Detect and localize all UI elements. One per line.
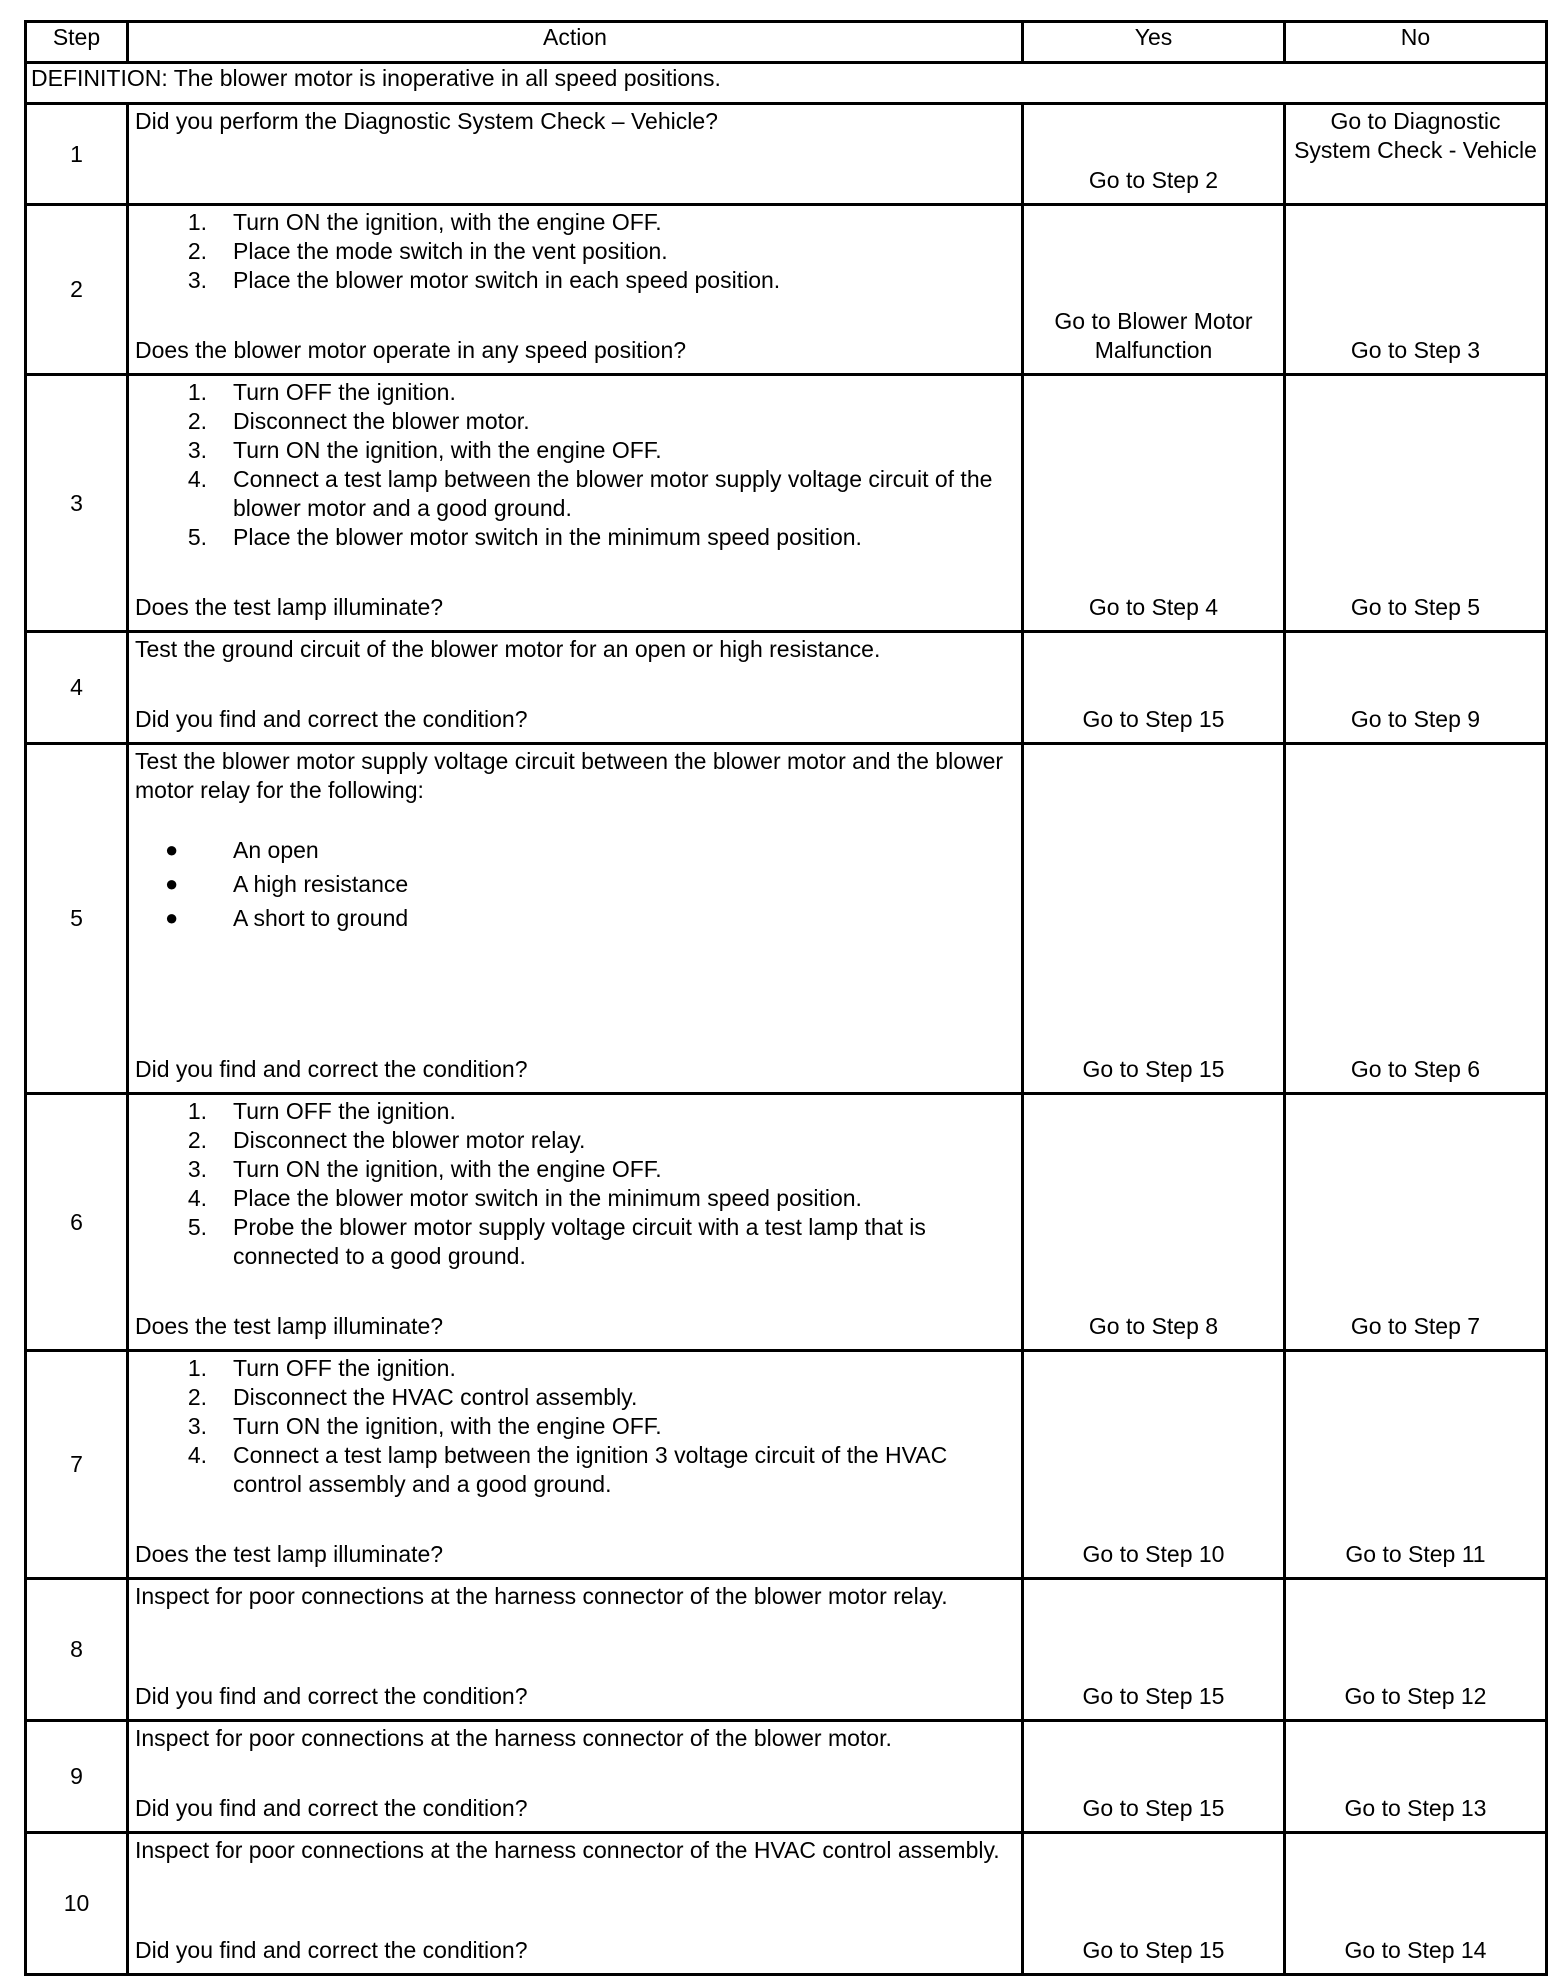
action-instruction: Test the blower motor supply voltage circuit between the blower motor and the blower motor relay for the following: [135, 748, 1004, 803]
answer-no-cell [1285, 375, 1547, 632]
table-row [26, 1351, 1547, 1579]
action-content [129, 1095, 1021, 1343]
step-number: 2 [26, 205, 128, 375]
procedure-item-text: Disconnect the blower motor. [233, 408, 530, 434]
action-question: Does the blower motor operate in any speed position? [135, 337, 687, 363]
action-instruction: Did you perform the Diagnostic System Check – Vehicle? [135, 108, 718, 134]
table-row [26, 104, 1547, 205]
step-number: 8 [26, 1579, 128, 1721]
action-cell [128, 1351, 1023, 1579]
procedure-item-text: Place the blower motor switch in the minimum speed position. [233, 524, 862, 550]
action-cell [128, 632, 1023, 744]
spacer [135, 1499, 1015, 1540]
procedure-item [135, 1412, 1015, 1441]
procedure-item [135, 1155, 1015, 1184]
answer-no-content [1286, 1352, 1545, 1571]
answer-no-content [1286, 1834, 1545, 1967]
action-instruction: Inspect for poor connections at the harness connector of the blower motor. [135, 1725, 892, 1751]
answer-no-content [1286, 105, 1545, 197]
procedure-item-text: Disconnect the HVAC control assembly. [233, 1384, 638, 1410]
answer-yes-cell [1023, 104, 1285, 205]
condition-item [135, 901, 1015, 935]
answer-no-link[interactable]: Go to Step 3 [1350, 337, 1481, 363]
answer-yes-link[interactable]: Go to Step 15 [1082, 1795, 1225, 1821]
answer-yes-content [1024, 745, 1283, 1086]
action-content [129, 206, 1021, 367]
action-question: Did you find and correct the condition? [135, 706, 528, 732]
header-no: No [1285, 22, 1547, 63]
procedure-list [135, 1097, 1015, 1271]
bullet-icon: ● [165, 905, 179, 930]
procedure-item-number: 2. [187, 1384, 207, 1410]
procedure-list [135, 1354, 1015, 1499]
procedure-item-text: Place the blower motor switch in the minimum speed position. [233, 1185, 862, 1211]
answer-no-content [1286, 206, 1545, 367]
procedure-item-number: 2. [187, 408, 207, 434]
action-content [129, 105, 1021, 197]
answer-yes-cell [1023, 744, 1285, 1094]
answer-yes-content [1024, 1352, 1283, 1571]
procedure-item [135, 1097, 1015, 1126]
answer-no-link[interactable]: Go to Step 9 [1350, 706, 1481, 732]
answer-no-link[interactable]: Go to Step 14 [1344, 1937, 1487, 1963]
answer-yes-content [1024, 633, 1283, 736]
procedure-item-number: 2. [187, 1127, 207, 1153]
action-cell [128, 744, 1023, 1094]
answer-no-link[interactable]: Go to Diagnostic System Check - Vehicle [1294, 108, 1537, 163]
procedure-item-text: Turn OFF the ignition. [233, 1098, 456, 1124]
procedure-item-number: 4. [187, 1442, 207, 1468]
procedure-item-number: 4. [187, 1185, 207, 1211]
procedure-item-number: 4. [187, 466, 207, 492]
definition-row [26, 63, 1547, 104]
bullet-icon: ● [165, 837, 179, 862]
spacer [135, 1611, 1015, 1682]
action-cell [128, 375, 1023, 632]
procedure-item-number: 1. [187, 1098, 207, 1124]
table-row [26, 1094, 1547, 1351]
action-instruction: Test the ground circuit of the blower motor for an open or high resistance. [135, 636, 881, 662]
procedure-item-text: Turn ON the ignition, with the engine OFF. [233, 209, 662, 235]
procedure-item [135, 436, 1015, 465]
procedure-item-number: 1. [187, 1355, 207, 1381]
action-question: Does the test lamp illuminate? [135, 1313, 444, 1339]
table-row [26, 1721, 1547, 1833]
condition-item [135, 833, 1015, 867]
answer-yes-cell [1023, 1094, 1285, 1351]
condition-text: An open [233, 837, 319, 863]
procedure-item [135, 237, 1015, 266]
answer-no-content [1286, 745, 1545, 1086]
action-content [129, 376, 1021, 624]
procedure-item-number: 3. [187, 1413, 207, 1439]
step-number: 3 [26, 375, 128, 632]
answer-yes-cell [1023, 632, 1285, 744]
definition-text: DEFINITION: The blower motor is inoperative in all speed positions. [26, 63, 1547, 104]
procedure-item [135, 208, 1015, 237]
action-content [129, 1352, 1021, 1571]
procedure-item-number: 3. [187, 267, 207, 293]
answer-yes-link[interactable]: Go to Step 15 [1082, 1683, 1225, 1709]
procedure-item [135, 523, 1015, 552]
answer-no-cell [1285, 1833, 1547, 1975]
procedure-item [135, 1441, 1015, 1499]
spacer [135, 295, 1015, 336]
action-instruction: Inspect for poor connections at the harness connector of the HVAC control assembly. [135, 1837, 1000, 1863]
header-step: Step [26, 22, 128, 63]
table-row [26, 632, 1547, 744]
answer-yes-link[interactable]: Go to Step 15 [1082, 1056, 1225, 1082]
answer-yes-cell [1023, 1833, 1285, 1975]
answer-no-cell [1285, 1579, 1547, 1721]
answer-no-content [1286, 376, 1545, 624]
action-content [129, 745, 1021, 1086]
answer-yes-content [1024, 206, 1283, 367]
header-action: Action [128, 22, 1023, 63]
procedure-item [135, 407, 1015, 436]
action-question: Did you find and correct the condition? [135, 1937, 528, 1963]
action-content [129, 1580, 1021, 1713]
answer-no-link[interactable]: Go to Step 11 [1345, 1541, 1486, 1567]
answer-yes-cell [1023, 375, 1285, 632]
table-row [26, 1833, 1547, 1975]
answer-no-content [1286, 1580, 1545, 1713]
procedure-item-number: 3. [187, 1156, 207, 1182]
answer-no-cell [1285, 104, 1547, 205]
answer-no-cell [1285, 205, 1547, 375]
condition-text: A short to ground [233, 905, 409, 931]
spacer [135, 664, 1015, 705]
answer-no-cell [1285, 632, 1547, 744]
condition-text: A high resistance [233, 871, 409, 897]
procedure-item [135, 378, 1015, 407]
condition-item [135, 867, 1015, 901]
procedure-item-text: Place the mode switch in the vent position. [233, 238, 668, 264]
spacer [135, 1271, 1015, 1312]
procedure-item-number: 5. [187, 1214, 207, 1240]
procedure-item [135, 1184, 1015, 1213]
answer-yes-link[interactable]: Go to Step 8 [1088, 1313, 1219, 1339]
action-content [129, 1834, 1021, 1967]
action-content [129, 633, 1021, 736]
procedure-item [135, 1126, 1015, 1155]
action-cell [128, 1721, 1023, 1833]
answer-no-content [1286, 1722, 1545, 1825]
procedure-item-text: Turn ON the ignition, with the engine OFF. [233, 1156, 662, 1182]
action-cell [128, 1833, 1023, 1975]
answer-yes-link[interactable]: Go to Step 2 [1088, 167, 1219, 193]
procedure-item [135, 1383, 1015, 1412]
table-row [26, 375, 1547, 632]
action-cell [128, 1579, 1023, 1721]
procedure-item-text: Connect a test lamp between the blower motor supply voltage circuit of the blower motor and a good ground. [233, 466, 993, 521]
procedure-item [135, 1354, 1015, 1383]
action-cell [128, 104, 1023, 205]
answer-yes-content [1024, 376, 1283, 624]
diagnostic-table [24, 20, 1548, 1976]
step-number: 10 [26, 1833, 128, 1975]
answer-no-cell [1285, 1094, 1547, 1351]
table-row [26, 1579, 1547, 1721]
step-number: 6 [26, 1094, 128, 1351]
answer-no-content [1286, 633, 1545, 736]
procedure-item-text: Probe the blower motor supply voltage circuit with a test lamp that is connected to a good ground. [233, 1214, 926, 1269]
procedure-item-text: Disconnect the blower motor relay. [233, 1127, 586, 1153]
procedure-item-number: 3. [187, 437, 207, 463]
procedure-list [135, 378, 1015, 552]
answer-yes-link[interactable]: Go to Blower Motor Malfunction [1054, 308, 1253, 363]
step-number: 4 [26, 632, 128, 744]
step-number: 5 [26, 744, 128, 1094]
procedure-item-text: Turn OFF the ignition. [233, 1355, 456, 1381]
procedure-item-text: Turn OFF the ignition. [233, 379, 456, 405]
step-number: 9 [26, 1721, 128, 1833]
answer-no-link[interactable]: Go to Step 7 [1350, 1313, 1481, 1339]
procedure-item-text: Connect a test lamp between the ignition 3 voltage circuit of the HVAC control assembly and a good ground. [233, 1442, 948, 1497]
step-number: 1 [26, 104, 128, 205]
procedure-item-number: 1. [187, 209, 207, 235]
action-cell [128, 1094, 1023, 1351]
procedure-item-number: 2. [187, 238, 207, 264]
procedure-item-number: 5. [187, 524, 207, 550]
answer-yes-cell [1023, 1721, 1285, 1833]
answer-yes-link[interactable]: Go to Step 10 [1082, 1541, 1225, 1567]
answer-yes-cell [1023, 1351, 1285, 1579]
answer-yes-content [1024, 1834, 1283, 1967]
procedure-item-number: 1. [187, 379, 207, 405]
bullet-icon: ● [165, 871, 179, 896]
answer-no-cell [1285, 1351, 1547, 1579]
action-instruction: Inspect for poor connections at the harness connector of the blower motor relay. [135, 1583, 948, 1609]
answer-yes-link[interactable]: Go to Step 15 [1082, 1937, 1225, 1963]
procedure-list [135, 208, 1015, 295]
procedure-item-text: Place the blower motor switch in each speed position. [233, 267, 781, 293]
spacer [135, 552, 1015, 593]
answer-no-link[interactable]: Go to Step 12 [1344, 1683, 1487, 1709]
answer-yes-cell [1023, 205, 1285, 375]
spacer [135, 1865, 1015, 1936]
answer-yes-cell [1023, 1579, 1285, 1721]
procedure-item [135, 1213, 1015, 1271]
header-row [26, 22, 1547, 63]
answer-no-link[interactable]: Go to Step 6 [1350, 1056, 1481, 1082]
action-question: Did you find and correct the condition? [135, 1056, 528, 1082]
action-cell [128, 205, 1023, 375]
action-question: Does the test lamp illuminate? [135, 1541, 444, 1567]
answer-no-cell [1285, 1721, 1547, 1833]
spacer [135, 1753, 1015, 1794]
action-question: Did you find and correct the condition? [135, 1795, 528, 1821]
step-number: 7 [26, 1351, 128, 1579]
spacer [135, 935, 1015, 1055]
answer-yes-content [1024, 1722, 1283, 1825]
procedure-item-text: Turn ON the ignition, with the engine OFF. [233, 437, 662, 463]
condition-list [135, 833, 1015, 935]
header-yes: Yes [1023, 22, 1285, 63]
action-content [129, 1722, 1021, 1825]
answer-no-link[interactable]: Go to Step 13 [1344, 1795, 1487, 1821]
action-question: Does the test lamp illuminate? [135, 594, 444, 620]
answer-yes-link[interactable]: Go to Step 4 [1088, 594, 1219, 620]
table-row [26, 205, 1547, 375]
answer-yes-content [1024, 105, 1283, 197]
procedure-item [135, 465, 1015, 523]
spacer [135, 136, 1015, 195]
answer-yes-content [1024, 1580, 1283, 1713]
table-row [26, 744, 1547, 1094]
answer-no-content [1286, 1095, 1545, 1343]
procedure-item-text: Turn ON the ignition, with the engine OFF. [233, 1413, 662, 1439]
answer-no-cell [1285, 744, 1547, 1094]
procedure-item [135, 266, 1015, 295]
answer-yes-content [1024, 1095, 1283, 1343]
action-question: Did you find and correct the condition? [135, 1683, 528, 1709]
answer-no-link[interactable]: Go to Step 5 [1350, 594, 1481, 620]
answer-yes-link[interactable]: Go to Step 15 [1082, 706, 1225, 732]
